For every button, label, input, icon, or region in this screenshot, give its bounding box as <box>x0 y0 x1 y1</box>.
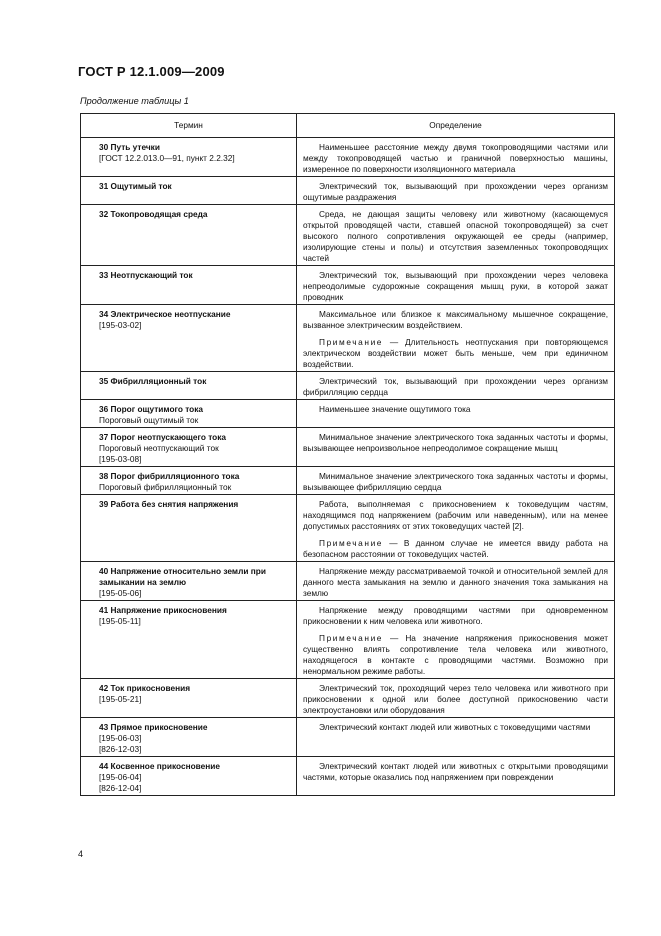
definition-text: Среда, не дающая защиты человеку или животному (касающемуся открытой проводящей части, ставшей опасной токопроводящей) за счет высокого полного сопротивления окружающей ее среды (например, изолирующие стены и полы) и отсутствия заземленных токопроводящих частей <box>303 209 608 263</box>
term-name: 33 Неотпускающий ток <box>99 270 193 280</box>
table-row <box>81 495 615 562</box>
term-name: 38 Порог фибрилляционного тока <box>99 471 240 481</box>
definition-note <box>303 337 608 370</box>
table-row <box>81 679 615 718</box>
term-name: 40 Напряжение относительно земли при замыкании на землю <box>99 566 266 587</box>
term-name: 36 Порог ощутимого тока <box>99 404 204 414</box>
note-text: На значение напряжения прикосновения может существенно влиять сопротивление тела человека или животного, находящегося в контакте с проводящими частями. Возможно при ненормальном режиме работы. <box>303 633 608 676</box>
term-reference: Пороговый ощутимый ток <box>99 415 199 425</box>
term-reference: [826-12-03] <box>99 744 142 754</box>
definition-cell <box>297 495 615 562</box>
term-cell <box>81 562 297 601</box>
definition-text: Напряжение между рассматриваемой точкой и относительной землей для данного места замыкания на землю и данного значения тока замыкания на землю <box>303 566 608 598</box>
definition-cell <box>297 266 615 305</box>
definition-cell <box>297 305 615 372</box>
note-text: Длительность неотпускания при повторяющемся электрическом воздействии может быть меньше, чем при единичном воздействии. <box>303 337 608 369</box>
term-cell <box>81 467 297 495</box>
term-cell <box>81 372 297 400</box>
term-name: 37 Порог неотпускающего тока <box>99 432 227 442</box>
definition-cell <box>297 138 615 177</box>
definition-text: Электрический ток, вызывающий при прохождении через человека непреодолимые судорожные сокращения мышц руки, в которой зажат проводник <box>303 270 608 302</box>
table-row <box>81 372 615 400</box>
definition-text: Максимальное или близкое к максимальному мышечное сокращение, вызванное электрическим воздействием. <box>303 309 608 330</box>
term-cell <box>81 718 297 757</box>
term-reference: [826-12-04] <box>99 783 142 793</box>
term-cell <box>81 495 297 562</box>
term-cell <box>81 138 297 177</box>
note-dash: — <box>383 633 406 643</box>
term-cell <box>81 205 297 266</box>
term-reference: [195-03-08] <box>99 454 142 464</box>
definition-text: Электрический контакт людей или животных с токоведущими частями <box>319 722 591 732</box>
definition-cell <box>297 467 615 495</box>
table-row <box>81 305 615 372</box>
table-row <box>81 601 615 679</box>
note-label: Примечание <box>319 538 384 548</box>
table-row <box>81 718 615 757</box>
term-name: 41 Напряжение прикосновения <box>99 605 227 615</box>
term-reference: [195-06-04] <box>99 772 142 782</box>
table-row <box>81 400 615 428</box>
note-label: Примечание <box>319 633 384 643</box>
definition-text: Напряжение между проводящими частями при одновременном прикосновении к ним человека или животного. <box>303 605 608 626</box>
note-dash: — <box>383 538 404 548</box>
definition-cell <box>297 679 615 718</box>
term-cell <box>81 177 297 205</box>
definition-cell <box>297 428 615 467</box>
definition-text: Наименьшее значение ощутимого тока <box>319 404 471 414</box>
term-cell <box>81 679 297 718</box>
term-name: 34 Электрическое неотпускание <box>99 309 231 319</box>
term-cell <box>81 428 297 467</box>
definition-text: Электрический ток, вызывающий при прохождении через организм фибрилляцию сердца <box>303 376 608 397</box>
definition-text: Электрический ток, проходящий через тело человека или животного при прикосновении к одной или более доступной прикосновению части электроустановки или оборудования <box>303 683 608 715</box>
term-reference: [195-05-21] <box>99 694 142 704</box>
definition-cell <box>297 718 615 757</box>
definition-cell <box>297 562 615 601</box>
definition-text: Электрический контакт людей или животных с открытыми проводящими частями, которые оказались под напряжением при повреждении <box>303 761 608 782</box>
term-reference: Пороговый неотпускающий ток <box>99 443 219 453</box>
note-dash: — <box>383 337 406 347</box>
term-name: 44 Косвенное прикосновение <box>99 761 220 771</box>
definition-cell <box>297 372 615 400</box>
definition-cell <box>297 205 615 266</box>
definition-text: Минимальное значение электрического тока заданных частоты и формы, вызывающее непроизвольное непреодолимое сокращение мышц <box>303 432 608 453</box>
term-name: 39 Работа без снятия напряжения <box>99 499 239 509</box>
terms-table <box>80 113 615 796</box>
term-cell <box>81 757 297 796</box>
column-header-term: Термин <box>81 114 297 138</box>
term-cell <box>81 400 297 428</box>
term-name: 42 Ток прикосновения <box>99 683 191 693</box>
term-cell <box>81 601 297 679</box>
term-name: 43 Прямое прикосновение <box>99 722 208 732</box>
standard-title: ГОСТ Р 12.1.009—2009 <box>78 64 225 79</box>
term-reference: [ГОСТ 12.2.013.0—91, пункт 2.2.32] <box>99 153 235 163</box>
term-reference: [195-05-06] <box>99 588 142 598</box>
definition-cell <box>297 400 615 428</box>
definition-cell <box>297 757 615 796</box>
term-name: 30 Путь утечки <box>99 142 160 152</box>
definition-text: Наименьшее расстояние между двумя токопроводящими частями или между токопроводящей частью и граничной поверхностью машины, измеренное по поверхности изоляционного материала <box>303 142 608 174</box>
term-reference: Пороговый фибрилляционный ток <box>99 482 232 492</box>
term-reference: [195-06-03] <box>99 733 142 743</box>
term-reference: [195-03-02] <box>99 320 142 330</box>
term-cell <box>81 266 297 305</box>
note-text: В данном случае не имеется ввиду работа на безопасном расстоянии от токоведущих частей. <box>303 538 608 559</box>
term-cell <box>81 305 297 372</box>
term-name: 35 Фибрилляционный ток <box>99 376 207 386</box>
definition-text: Работа, выполняемая с прикосновением к токоведущим частям, находящимся под напряжением (рабочим или наведенным), или на менее допустимых расстояниях от этих токоведущих частей [2]. <box>303 499 608 531</box>
table-row <box>81 562 615 601</box>
table-row <box>81 428 615 467</box>
table-row <box>81 757 615 796</box>
definition-cell <box>297 177 615 205</box>
definition-text: Электрический ток, вызывающий при прохождении через организм ощутимые раздражения <box>303 181 608 202</box>
definition-cell <box>297 601 615 679</box>
table-row <box>81 177 615 205</box>
table-row <box>81 266 615 305</box>
note-label: Примечание <box>319 337 384 347</box>
table-row <box>81 467 615 495</box>
page-number: 4 <box>78 849 84 859</box>
definition-note <box>303 633 608 677</box>
definition-text: Минимальное значение электрического тока заданных частоты и формы, вызывающее фибрилляцию сердца <box>303 471 608 492</box>
table-caption: Продолжение таблицы 1 <box>80 96 189 106</box>
table-header-row <box>81 114 615 138</box>
table-row <box>81 138 615 177</box>
table-row <box>81 205 615 266</box>
column-header-definition: Определение <box>297 114 615 138</box>
term-reference: [195-05-11] <box>99 616 141 626</box>
term-name: 32 Токопроводящая среда <box>99 209 208 219</box>
definition-note <box>303 538 608 560</box>
term-name: 31 Ощутимый ток <box>99 181 172 191</box>
